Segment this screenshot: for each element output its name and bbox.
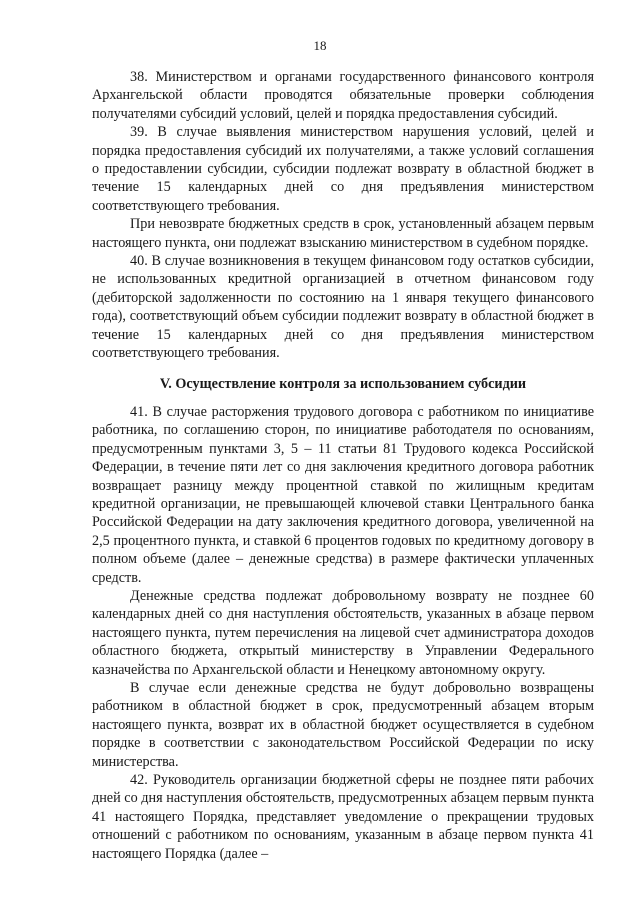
- paragraph-39: 39. В случае выявления министерством нарушения условий, целей и порядка предоставления субсидий их получателями, а также условий соглашения о предоставлении субсидии, субсидии подлежат возврату в областной бюджет в течение 15 календарных дней со дня предъявления министерством соответствующего требования.: [92, 124, 594, 214]
- paragraph-41-second: Денежные средства подлежат добровольному возврату не позднее 60 календарных дней со дня наступления обстоятельств, указанных в абзаце первом настоящего пункта, путем перечисления на лицевой счет администратора доходов областного бюджета, открытый министерству в Управлении Федерального казначейства по Архангельской области и Ненецкому автономному округу.: [92, 587, 594, 678]
- paragraph-42: 42. Руководитель организации бюджетной сферы не позднее пяти рабочих дней со дня наступления обстоятельств, предусмотренных абзацем первым пункта 41 настоящего Порядка, представляет уведомление о прекращении трудовых отношений с работником по основаниям, указанным в абзаце первом пункта 41 настоящего Порядка (далее –: [92, 772, 594, 862]
- paragraph-41: 41. В случае расторжения трудового договора с работником по инициативе работника, по соглашению сторон, по инициативе работодателя по основаниям, предусмотренным пунктами 3, 5 – 11 статьи 81 Трудового кодекса Российской Федерации, в течение пяти лет со дня заключения кредитного договора работник возвращает разницу между процентной ставкой по жилищным кредитам кредитной организации, не превышающей ключевой ставки Центрального банка Российской Федерации на дату заключения кредитного договора, увеличенной на 2,5 процентного пункта, и ставкой 6 процентов годовых по кредитному договору в полном объеме (далее – денежные средства) в размере фактически уплаченных средств.: [92, 403, 594, 586]
- section-heading: V. Осуществление контроля за использованием субсидии: [159, 375, 527, 392]
- page-number: 18: [313, 38, 327, 53]
- paragraph-39-second: При невозврате бюджетных средств в срок, установленный абзацем первым настоящего пункта, они подлежат взысканию министерством в судебном порядке.: [92, 216, 594, 251]
- paragraph-40: 40. В случае возникновения в текущем финансовом году остатков субсидии, не использованных кредитной организацией в отчетном финансовом году (дебиторской задолженности по состоянию на 1 января текущего финансового года), соответствующий объем субсидии подлежит возврату в областной бюджет в течение 15 календарных дней со дня предъявления министерством соответствующего требования.: [92, 253, 594, 362]
- document-body: [92, 68, 594, 863]
- paragraph-41-third: В случае если денежные средства не будут добровольно возвращены работником в областной бюджет в срок, предусмотренный абзацем вторым настоящего пункта, возврат их в областной бюджет осуществляется в судебном порядке в соответствии с законодательством Российской Федерации по иску министерства.: [92, 680, 594, 770]
- paragraph-38: 38. Министерством и органами государственного финансового контроля Архангельской области проводятся обязательные проверки соблюдения получателями субсидий условий, целей и порядка предоставления субсидий.: [92, 69, 594, 122]
